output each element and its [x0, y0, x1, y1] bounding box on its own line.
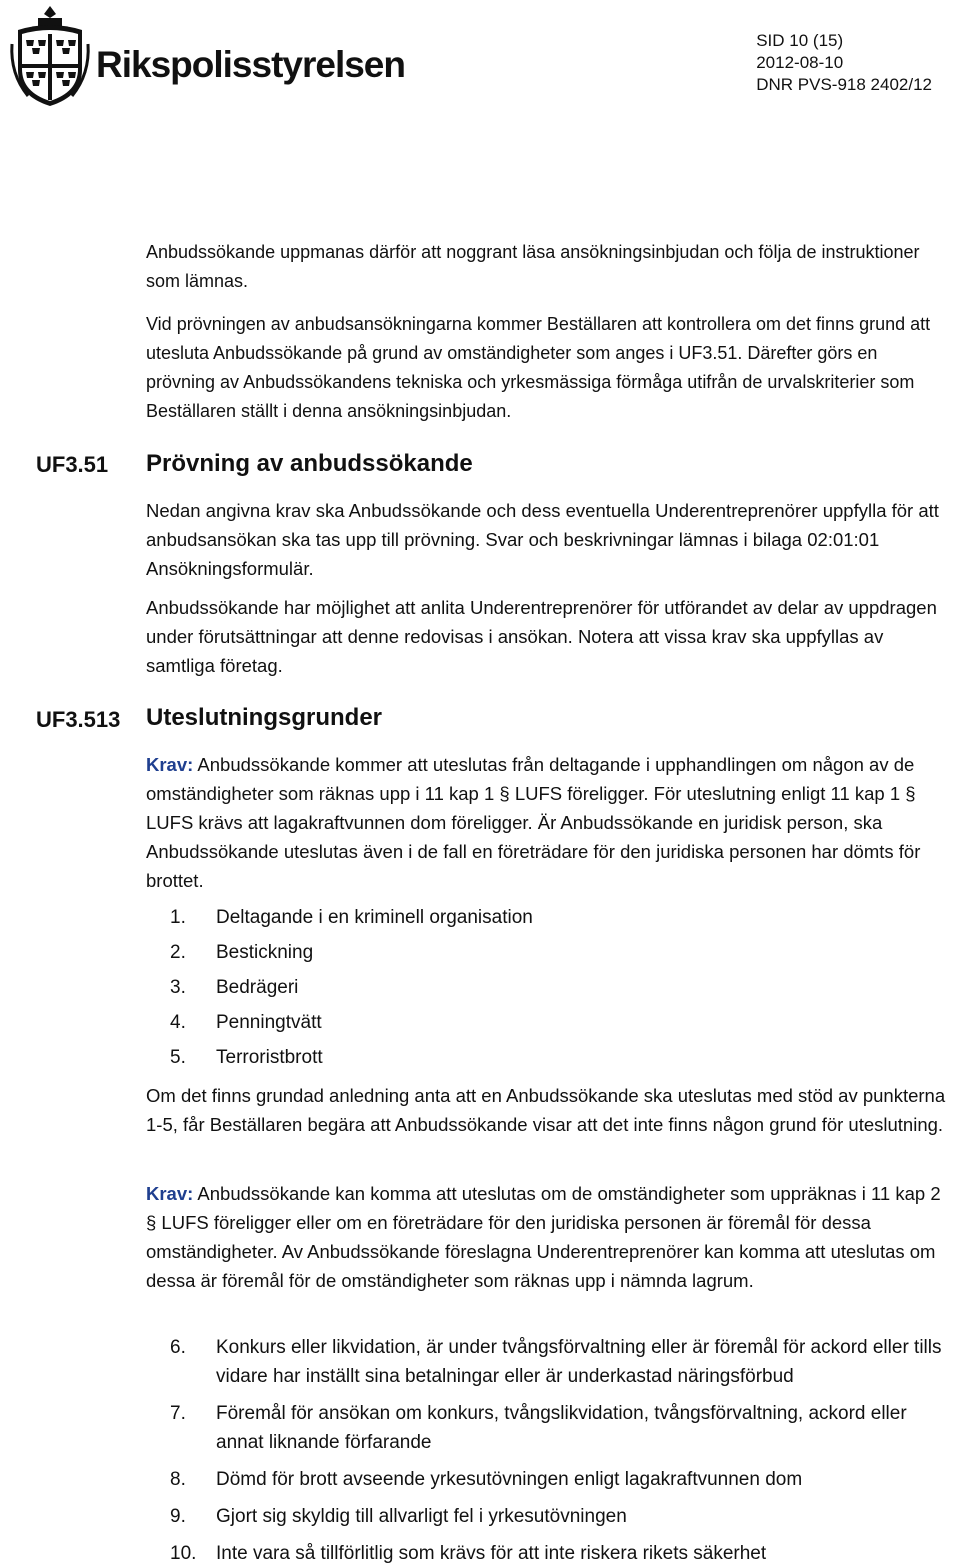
- list-item-text: Penningtvätt: [216, 1012, 322, 1033]
- list-item: [170, 1399, 950, 1457]
- intro-paragraph-2: Vid prövningen av anbudsansökningarna kommer Beställaren att kontrollera om det finns grund att utesluta Anbudssökande på grund av omständigheter som anges i UF3.51. Därefter görs en prövning av Anbudssökandens tekniska och yrkesmässiga förmåga utifrån de urvalskriterier som Beställaren ställt i denna ansökningsinbjudan.: [146, 314, 931, 421]
- page-header: [0, 0, 960, 110]
- krav-label: Krav:: [146, 1183, 194, 1204]
- document-dnr: DNR PVS-918 2402/12: [756, 75, 932, 94]
- list-item: [170, 938, 950, 967]
- list-item-number: 8.: [170, 1469, 186, 1490]
- document-meta: [756, 30, 932, 96]
- exclusion-list-2: [170, 1333, 950, 1568]
- list-item-number: 7.: [170, 1403, 186, 1424]
- list-item-number: 10.: [170, 1543, 197, 1564]
- intro-paragraph-1: Anbudssökande uppmanas därför att noggrant läsa ansökningsinbjudan och följa de instruktioner som lämnas.: [146, 242, 920, 291]
- crest-logo: [8, 4, 92, 108]
- list-item-number: 4.: [170, 1012, 186, 1033]
- section-title-uteslutningsgrunder: Uteslutningsgrunder: [146, 704, 383, 731]
- list-item-text: Konkurs eller likvidation, är under tvångsförvaltning eller är föremål för ackord eller tills vidare har inställt sina betalningar eller är underkastad näringsförbud: [216, 1337, 942, 1387]
- list-item: [170, 903, 950, 932]
- list-item: [170, 1333, 950, 1391]
- list-item-text: Bedrägeri: [216, 977, 299, 998]
- page-number: SID 10 (15): [756, 31, 844, 50]
- exclusion-list-1: [170, 903, 950, 1072]
- section1-paragraph-1: Nedan angivna krav ska Anbudssökande och dess eventuella Underentreprenörer uppfylla för att anbudsansökan ska tas upp till prövning. Svar och beskrivningar lämnas i bilaga 02:01:01 Ansökningsformulär.: [146, 500, 939, 579]
- krav-label: Krav:: [146, 754, 194, 775]
- list-item-text: Dömd för brott avseende yrkesutövningen enligt lagakraftvunnen dom: [216, 1469, 803, 1490]
- list-item: [170, 1502, 950, 1531]
- list-item-number: 3.: [170, 977, 186, 998]
- section1-paragraph-2: Anbudssökande har möjlighet att anlita Underentreprenörer för utförandet av delar av uppdragen under förutsättningar att denne redovisas i ansökan. Notera att vissa krav ska uppfyllas av samtliga företag.: [146, 597, 937, 676]
- list-item-number: 5.: [170, 1047, 186, 1068]
- list-item-text: Föremål för ansökan om konkurs, tvångslikvidation, tvångsförvaltning, ackord eller annat liknande förfarande: [216, 1403, 907, 1453]
- list-item-number: 1.: [170, 907, 186, 928]
- list-item: [170, 1539, 950, 1568]
- list-item-number: 2.: [170, 942, 186, 963]
- list-item: [170, 973, 950, 1002]
- list-item: [170, 1043, 950, 1072]
- section-number-uf351: UF3.51: [36, 452, 109, 477]
- list-item-text: Gjort sig skyldig till allvarligt fel i yrkesutövningen: [216, 1506, 627, 1527]
- list-item-number: 6.: [170, 1337, 186, 1358]
- section-title-provning: Prövning av anbudssökande: [146, 450, 473, 477]
- krav-paragraph-1: Krav: Anbudssökande kommer att uteslutas från deltagande i upphandlingen om någon av de omständigheter som räknas upp i 11 kap 1 § LUFS föreligger. För uteslutning enligt 11 kap 1 § LUFS krävs att lagakraftvunnen dom föreligger. Är Anbudssökande en juridisk person, ska Anbudssökande uteslutas även i de fall en företrädare för den juridiska personen har dömts för brottet.: [146, 754, 921, 891]
- after-list-paragraph: Om det finns grundad anledning anta att en Anbudssökande ska uteslutas med stöd av punkterna 1-5, får Beställaren begära att Anbudssökande visar att det inte finns någon grund för uteslutning.: [146, 1085, 946, 1135]
- org-name: Rikspolisstyrelsen: [96, 44, 405, 85]
- list-item-text: Inte vara så tillförlitlig som krävs för att inte riskera rikets säkerhet: [216, 1543, 767, 1564]
- list-item-text: Bestickning: [216, 942, 314, 963]
- document-date: 2012-08-10: [756, 53, 844, 72]
- krav-paragraph-2: Krav: Anbudssökande kan komma att uteslutas om de omständigheter som uppräknas i 11 kap 2 § LUFS föreligger eller om en företrädare för den juridiska personen är föremål för dessa omständigheter. Av Anbudssökande föreslagna Underentreprenörer kan komma att uteslutas om dessa är föremål för de omständigheter som räknas upp i nämnda lagrum.: [146, 1183, 941, 1291]
- section-number-uf3513: UF3.513: [36, 707, 121, 732]
- list-item-text: Deltagande i en kriminell organisation: [216, 907, 533, 928]
- list-item-number: 9.: [170, 1506, 186, 1527]
- list-item: [170, 1465, 950, 1494]
- list-item: [170, 1008, 950, 1037]
- list-item-text: Terroristbrott: [216, 1047, 323, 1068]
